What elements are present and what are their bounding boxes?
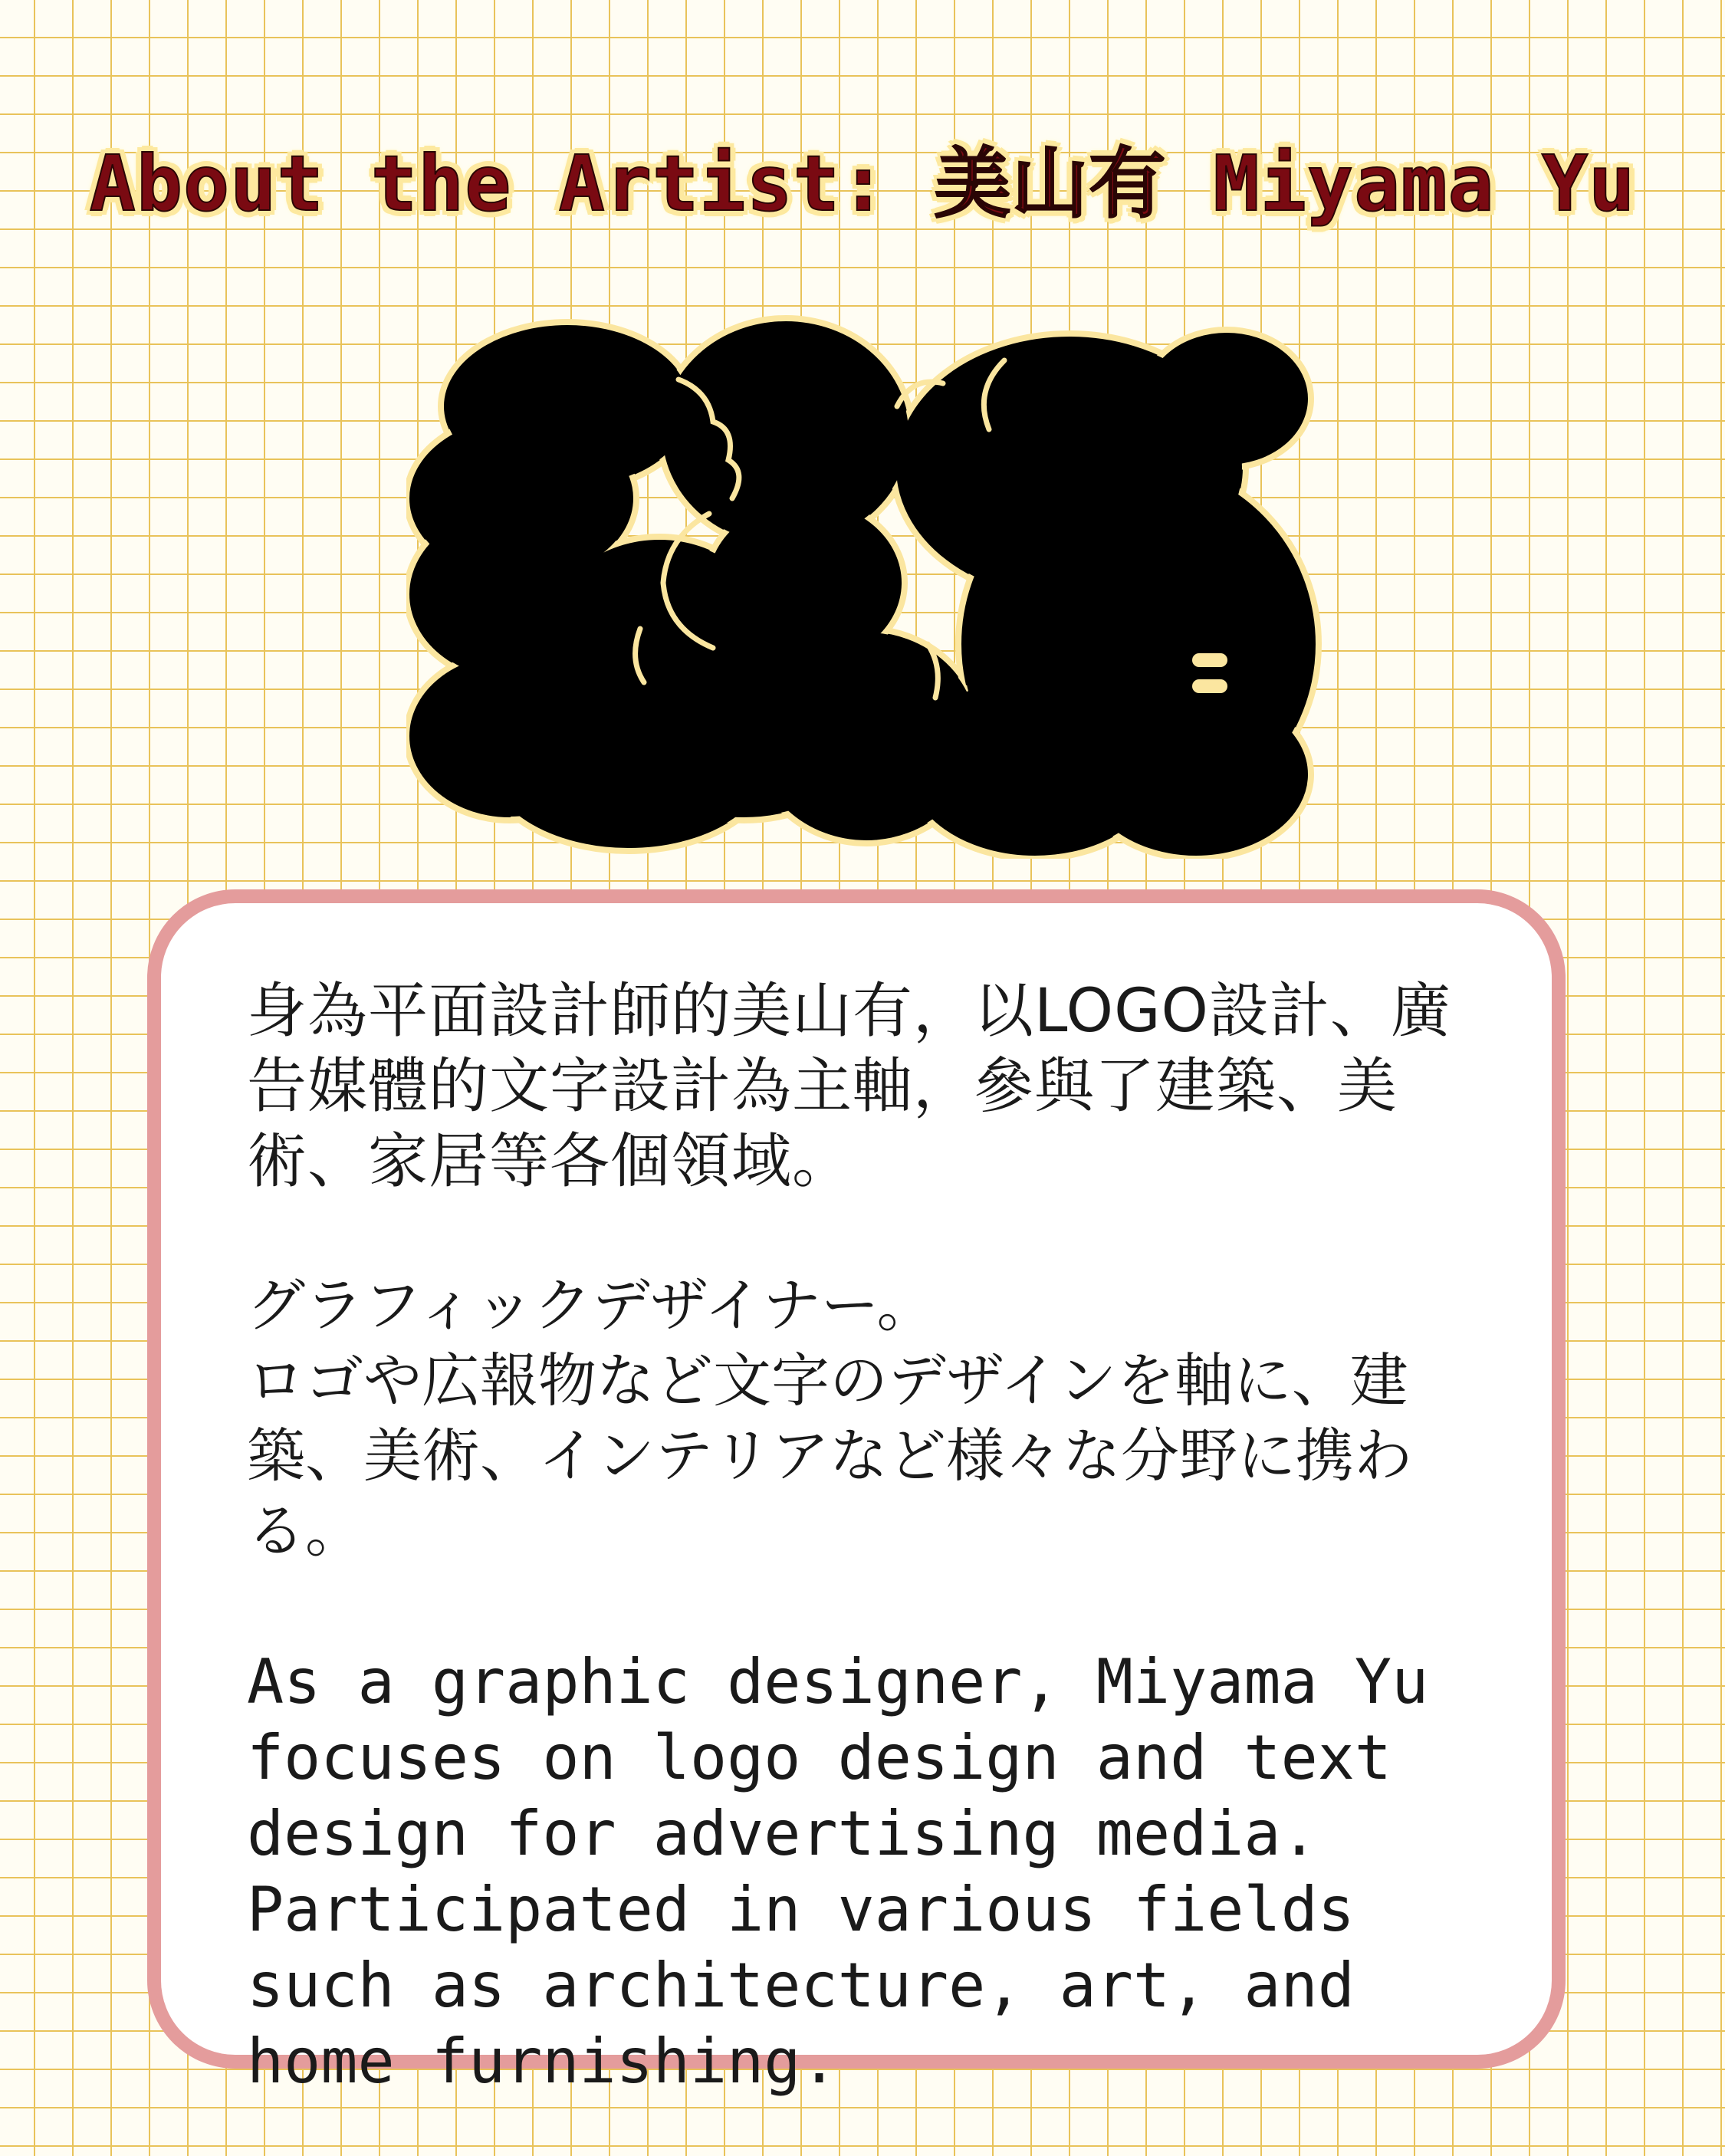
bio-english: As a graphic designer, Miyama Yu focuses on logo design and text design for advertising media. Participated in various fields such as architecture, art, and home furnishing. xyxy=(247,1646,1429,2097)
page-title: About the Artist: 美山有 Miyama Yu xyxy=(89,139,1636,228)
artist-logo xyxy=(406,307,1326,859)
bio-chinese: 身為平面設計師的美山有，以LOGO設計、廣告媒體的文字設計為主軸，參與了建築、美術、家居等各個領域。 xyxy=(247,977,1451,1196)
bio-card xyxy=(147,889,1566,2097)
bio-japanese: グラフィックデザイナー。 ロゴや広報物など文字のデザインを軸に、建築、美術、インテリアなど様々な分野に携わる。 xyxy=(247,1271,1412,1565)
